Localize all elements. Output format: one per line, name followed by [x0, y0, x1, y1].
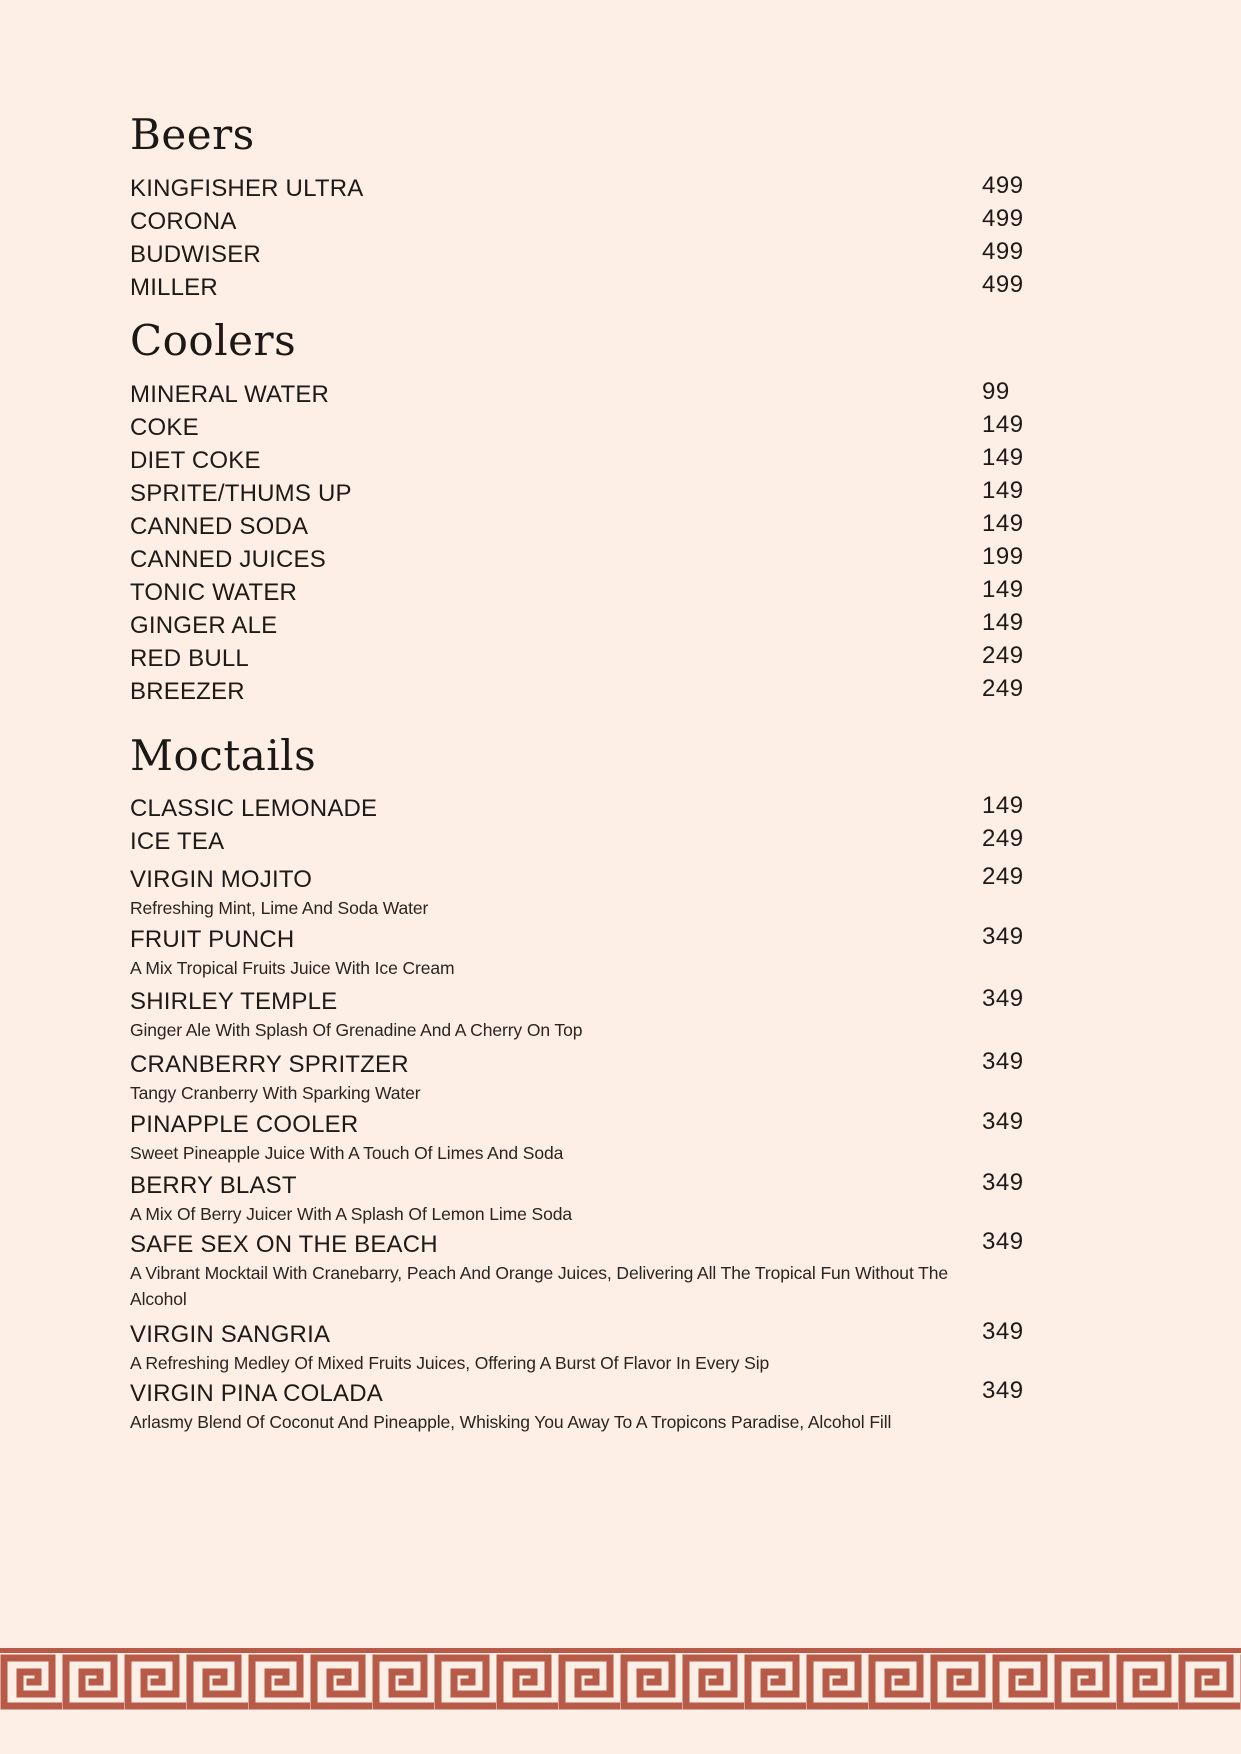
item-name: TONIC WATER — [130, 579, 298, 606]
item-name: CANNED SODA — [130, 513, 309, 540]
item-name: VIRGIN SANGRIA — [130, 1321, 331, 1348]
item-price: 349 — [982, 1377, 1024, 1404]
item-price: 149 — [982, 510, 1024, 537]
item-name: SHIRLEY TEMPLE — [130, 988, 338, 1015]
menu-item — [130, 1377, 1026, 1432]
item-description: A Vibrant Mocktail With Cranebarry, Peach And Orange Juices, Delivering All The Tropical Fun Without The Alcohol — [130, 1263, 949, 1309]
item-name: CLASSIC LEMONADE — [130, 795, 378, 822]
menu-item — [130, 675, 1026, 720]
menu-item — [130, 1169, 1026, 1224]
section-title-coolers: Coolers — [130, 316, 297, 365]
item-name: SAFE SEX ON THE BEACH — [130, 1231, 438, 1258]
item-name: GINGER ALE — [130, 612, 278, 639]
item-price: 149 — [982, 609, 1024, 636]
item-price: 149 — [982, 411, 1024, 438]
section-title-beers: Beers — [130, 110, 255, 159]
item-name: VIRGIN PINA COLADA — [130, 1380, 383, 1407]
item-price: 349 — [982, 985, 1024, 1012]
item-name: ICE TEA — [130, 828, 225, 855]
item-description: Sweet Pineapple Juice With A Touch Of Limes And Soda — [130, 1143, 564, 1163]
menu-item — [130, 923, 1026, 978]
item-price: 349 — [982, 1228, 1024, 1255]
item-price: 499 — [982, 172, 1024, 199]
menu-item — [130, 1228, 1026, 1309]
item-name: SPRITE/THUMS UP — [130, 480, 352, 507]
menu-item — [130, 825, 1026, 870]
item-name: COKE — [130, 414, 199, 441]
item-price: 499 — [982, 238, 1024, 265]
item-description: Arlasmy Blend Of Coconut And Pineapple, Whisking You Away To A Tropicons Paradise, Alcohol Fill — [130, 1412, 892, 1432]
menu-item — [130, 985, 1026, 1040]
item-name: CANNED JUICES — [130, 546, 326, 573]
item-name: CORONA — [130, 208, 237, 235]
item-name: MILLER — [130, 274, 218, 301]
item-name: BUDWISER — [130, 241, 261, 268]
item-description: A Refreshing Medley Of Mixed Fruits Juices, Offering A Burst Of Flavor In Every Sip — [130, 1353, 770, 1373]
menu-item — [130, 1048, 1026, 1103]
item-name: BREEZER — [130, 678, 245, 705]
item-name: MINERAL WATER — [130, 381, 330, 408]
item-price: 349 — [982, 1108, 1024, 1135]
greek-key-border-icon — [0, 1648, 1241, 1710]
item-price: 499 — [982, 205, 1024, 232]
item-price: 199 — [982, 543, 1024, 570]
item-price: 349 — [982, 923, 1024, 950]
item-name: VIRGIN MOJITO — [130, 866, 313, 893]
item-name: RED BULL — [130, 645, 249, 672]
item-price: 349 — [982, 1318, 1024, 1345]
item-price: 499 — [982, 271, 1024, 298]
item-price: 149 — [982, 576, 1024, 603]
item-price: 249 — [982, 675, 1024, 702]
item-price: 249 — [982, 642, 1024, 669]
item-name: PINAPPLE COOLER — [130, 1111, 359, 1138]
item-price: 99 — [982, 378, 1010, 405]
item-description: Refreshing Mint, Lime And Soda Water — [130, 898, 429, 918]
item-price: 149 — [982, 444, 1024, 471]
section-title-moctails: Moctails — [130, 731, 317, 780]
menu-item — [130, 863, 1026, 918]
item-name: CRANBERRY SPRITZER — [130, 1051, 409, 1078]
item-description: A Mix Tropical Fruits Juice With Ice Cream — [130, 958, 455, 978]
item-price: 349 — [982, 1169, 1024, 1196]
item-description: A Mix Of Berry Juicer With A Splash Of Lemon Lime Soda — [130, 1204, 573, 1224]
item-description: Tangy Cranberry With Sparking Water — [130, 1083, 421, 1103]
menu-item — [130, 271, 1026, 316]
item-name: DIET COKE — [130, 447, 261, 474]
item-description: Ginger Ale With Splash Of Grenadine And A Cherry On Top — [130, 1020, 583, 1040]
item-price: 149 — [982, 477, 1024, 504]
item-price: 349 — [982, 1048, 1024, 1075]
item-name: KINGFISHER ULTRA — [130, 175, 364, 202]
item-name: FRUIT PUNCH — [130, 926, 295, 953]
item-price: 249 — [982, 863, 1024, 890]
item-price: 149 — [982, 792, 1024, 819]
menu-item — [130, 1318, 1026, 1373]
item-name: BERRY BLAST — [130, 1172, 297, 1199]
item-price: 249 — [982, 825, 1024, 852]
menu-item — [130, 1108, 1026, 1163]
